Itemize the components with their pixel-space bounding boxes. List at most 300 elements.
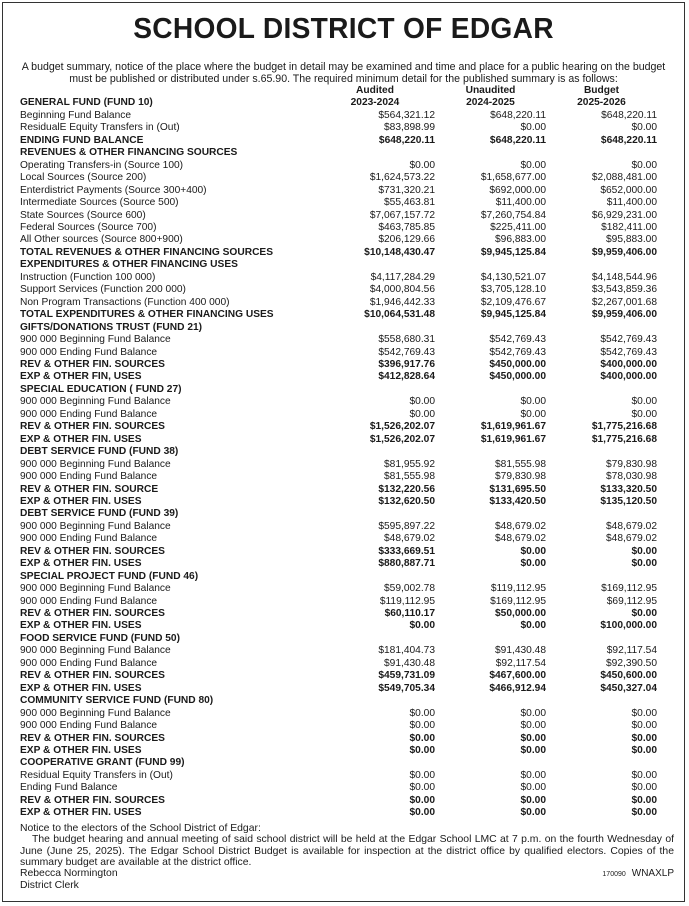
row-label: REV & OTHER FIN. SOURCES [20,794,165,806]
table-row [20,247,657,259]
table-row [20,147,657,159]
row-value: $119,112.95 [490,583,546,595]
row-value: $0.00 [520,807,546,819]
column-header-unaudited: Unaudited [465,85,516,96]
table-row [20,695,657,707]
row-label: FOOD SERVICE FUND (FUND 50) [20,632,180,644]
table-row [20,596,657,608]
row-value: $0.00 [520,159,546,171]
row-label: EXP & OTHER FIN. USES [20,620,142,632]
row-value: $0.00 [631,608,657,620]
budget-table [20,85,657,820]
row-value: $0.00 [631,745,657,757]
notice-heading: Notice to the electors of the School District of Edgar: [20,822,261,834]
row-value [315,508,435,520]
row-value: $459,731.09 [378,670,435,682]
table-row [20,658,657,670]
row-value: $467,600.00 [489,670,546,682]
row-value: $4,000,804.56 [369,284,435,296]
row-value [315,695,435,707]
row-value: $542,769.43 [489,334,546,346]
table-row [20,795,657,807]
row-value: $1,624,573.22 [369,172,435,184]
row-value: $0.00 [409,769,435,781]
table-row [20,521,657,533]
row-label: Beginning Fund Balance [20,109,132,121]
row-value [546,508,657,520]
row-value: $542,769.43 [600,346,657,358]
row-value: $0.00 [409,794,435,806]
row-value: $1,658,677.00 [480,172,546,184]
table-row [20,683,657,695]
row-value: $0.00 [520,732,546,744]
column-header-2024-2025: 2024-2025 [466,97,515,109]
row-value: $59,002.78 [384,583,435,595]
table-row [20,546,657,558]
row-value: $549,705.34 [378,682,435,694]
row-value: $83,898.99 [384,122,435,134]
row-value: $7,067,157.72 [369,209,435,221]
row-value [435,508,546,520]
notice-body: The budget hearing and annual meeting of said school district will be held at the Edgar School LMC at 7 p.m. on the fourth Wednesday of June (June 25, 2025). The Edgar School District Budget is available for inspection at the district office by qualified electors. Copies of the summary budget are available at the district office. [20,834,674,868]
row-value: $206,129.66 [378,234,435,246]
row-value: $0.00 [520,396,546,408]
table-row [20,533,657,545]
row-value: $0.00 [409,720,435,732]
row-label: REV & OTHER FIN. SOURCES [20,545,165,557]
row-value: $10,064,531.48 [364,309,435,321]
table-row [20,334,657,346]
column-header-budget: Budget [583,85,620,96]
row-label: 900 000 Beginning Fund Balance [20,583,171,595]
row-value [315,384,435,396]
row-value: $78,030.98 [606,471,657,483]
row-value: $1,619,961.67 [480,433,546,445]
row-value: $225,411.00 [490,221,546,233]
row-value: $466,912.94 [489,682,546,694]
ad-number: 170090 [602,871,626,879]
table-row [20,222,657,234]
row-label: Residual Equity Transfers in (Out) [20,769,173,781]
row-value: $0.00 [409,782,435,794]
row-label: REV & OTHER FIN. SOURCES [20,670,165,682]
row-value: $0.00 [520,720,546,732]
row-value: $558,680.31 [378,334,435,346]
table-row [20,782,657,794]
table-row [20,421,657,433]
row-value [546,259,657,271]
row-value: $0.00 [520,745,546,757]
row-value: $400,000.00 [600,358,657,370]
row-value: $0.00 [631,558,657,570]
row-label: 900 000 Ending Fund Balance [20,533,158,545]
row-value: $0.00 [631,122,657,134]
row-label: COOPERATIVE GRANT (FUND 99) [20,757,185,769]
ad-code: WNAXLP [631,868,674,880]
row-value: $81,555.98 [384,471,435,483]
row-value: $69,112.95 [606,595,657,607]
row-value: $0.00 [631,707,657,719]
row-value: $0.00 [520,122,546,134]
row-label: EXPENDITURES & OTHER FINANCING USES [20,259,238,271]
row-value [435,147,546,159]
row-value [546,571,657,583]
row-value [315,322,435,334]
table-row [20,583,657,595]
row-value: $132,220.56 [378,483,435,495]
row-value: $3,543,859.36 [591,284,657,296]
row-value: $731,320.21 [378,184,435,196]
table-row [20,371,657,383]
table-row [20,396,657,408]
row-value: $652,000.00 [600,184,657,196]
row-value: $648,220.11 [490,109,546,121]
row-value: $542,769.43 [600,334,657,346]
row-label: DEBT SERVICE FUND (FUND 39) [20,508,179,520]
row-value: $0.00 [409,396,435,408]
row-value: $95,883.00 [606,234,657,246]
row-value: $0.00 [520,545,546,557]
table-row [20,471,657,483]
row-value: $2,088,481.00 [591,172,657,184]
row-value: $91,430.48 [384,657,435,669]
row-value: $132,620.50 [378,495,435,507]
row-label: REV & OTHER FIN. SOURCES [20,421,165,433]
row-value: $0.00 [631,159,657,171]
row-value: $0.00 [631,720,657,732]
row-value: $648,220.11 [601,109,657,121]
row-value: $3,705,128.10 [480,284,546,296]
row-label: DEBT SERVICE FUND (FUND 38) [20,446,179,458]
row-label: 900 000 Ending Fund Balance [20,471,158,483]
row-value [435,633,546,645]
row-value [546,757,657,769]
row-value [315,757,435,769]
row-value: $564,321.12 [378,109,435,121]
row-value [435,259,546,271]
row-label: Ending Fund Balance [20,782,118,794]
row-value: $169,112.95 [601,583,657,595]
row-label: EXP & OTHER FIN. USES [20,745,142,757]
row-value: $9,945,125.84 [480,309,546,321]
row-value [546,695,657,707]
table-row [20,210,657,222]
row-value [315,446,435,458]
row-label: 900 000 Beginning Fund Balance [20,520,171,532]
row-label: REV & OTHER FIN. SOURCES [20,732,165,744]
table-row [20,160,657,172]
row-label: Intermediate Sources (Source 500) [20,197,179,209]
row-value: $0.00 [520,558,546,570]
table-row [20,733,657,745]
row-value: $692,000.00 [489,184,546,196]
table-row [20,608,657,620]
table-row [20,347,657,359]
row-value: $0.00 [409,620,435,632]
row-value: $0.00 [520,620,546,632]
row-label: Non Program Transactions (Function 400 000) [20,296,230,308]
row-label: Local Sources (Source 200) [20,172,147,184]
ad-reference [602,868,674,880]
row-label: REV & OTHER FIN. SOURCES [20,608,165,620]
row-value: $450,000.00 [489,358,546,370]
row-value: $9,959,406.00 [591,246,657,258]
row-value: $880,887.71 [378,558,435,570]
row-value: $1,619,961.67 [480,421,546,433]
row-value: $48,679.02 [495,533,546,545]
row-label: REVENUES & OTHER FINANCING SOURCES [20,147,238,159]
row-value [546,147,657,159]
row-value: $0.00 [631,782,657,794]
row-label: 900 000 Ending Fund Balance [20,346,158,358]
row-value: $96,883.00 [495,234,546,246]
row-value: $11,400.00 [495,197,546,209]
row-label: 900 000 Ending Fund Balance [20,720,158,732]
row-label: 900 000 Beginning Fund Balance [20,645,171,657]
row-value: $1,946,442.33 [369,296,435,308]
table-row [20,272,657,284]
table-row [20,508,657,520]
row-value: $2,109,476.67 [480,296,546,308]
row-value: $50,000.00 [495,608,546,620]
row-value: $595,897.22 [378,520,435,532]
row-value: $0.00 [631,545,657,557]
intro-paragraph: A budget summary, notice of the place where the budget in detail may be examined and time and place for a public hearing on the budget must be published or distributed under s.65.90. The required minimum detail for the published summary is as follows: [21,61,666,85]
row-value: $0.00 [631,396,657,408]
row-label: Operating Transfers-in (Source 100) [20,159,184,171]
row-value: $4,130,521.07 [480,271,546,283]
table-row [20,757,657,769]
row-value [546,322,657,334]
row-value: $648,220.11 [600,134,657,146]
table-row [20,297,657,309]
row-label: REV & OTHER FIN. SOURCE [20,483,159,495]
row-label: EXP & OTHER FIN. USES [20,682,142,694]
table-row [20,259,657,271]
row-label: SPECIAL PROJECT FUND (FUND 46) [20,570,199,582]
signer-title: District Clerk [20,879,79,891]
row-value: $0.00 [631,732,657,744]
table-row [20,496,657,508]
page-title: SCHOOL DISTRICT OF EDGAR [133,13,554,45]
header-row-status [20,85,657,97]
row-value: $542,769.43 [489,346,546,358]
row-value: $1,526,202.07 [369,421,435,433]
row-value: $7,260,754.84 [480,209,546,221]
column-header-audited: Audited [356,85,394,96]
header-row-years [20,97,657,109]
row-label: COMMUNITY SERVICE FUND (FUND 80) [20,695,214,707]
table-row [20,110,657,122]
table-row [20,135,657,147]
row-label: 900 000 Ending Fund Balance [20,408,158,420]
row-label: 900 000 Beginning Fund Balance [20,396,171,408]
column-header-2023-2024: 2023-2024 [350,97,400,109]
row-value: $133,320.50 [600,483,657,495]
row-value [315,571,435,583]
table-row [20,284,657,296]
table-row [20,446,657,458]
section-heading-general-fund: GENERAL FUND (FUND 10) [20,97,153,109]
row-value: $81,955.92 [384,458,435,470]
table-row [20,745,657,757]
row-value: $0.00 [631,408,657,420]
row-value: $79,830.98 [495,471,546,483]
table-row [20,459,657,471]
row-value: $0.00 [409,807,435,819]
row-value: $92,390.50 [606,657,657,669]
table-row [20,197,657,209]
row-value: $1,775,216.68 [591,433,657,445]
signer-name: Rebecca Normington [20,868,118,880]
row-value: $0.00 [409,732,435,744]
row-value: $55,463.81 [384,197,435,209]
row-value [435,695,546,707]
table-row [20,484,657,496]
row-value [435,322,546,334]
row-label: 900 000 Ending Fund Balance [20,657,158,669]
row-value: $91,430.48 [495,645,546,657]
row-label: 900 000 Beginning Fund Balance [20,707,171,719]
row-value: $48,679.02 [606,520,657,532]
row-value: $648,220.11 [489,134,546,146]
row-label: Instruction (Function 100 000) [20,271,156,283]
row-value: $133,420.50 [489,495,546,507]
row-label: EXP & OTHER FIN. USES [20,433,142,445]
row-label: SPECIAL EDUCATION ( FUND 27) [20,383,182,395]
row-value [546,384,657,396]
table-row [20,571,657,583]
table-row [20,359,657,371]
row-value: $9,959,406.00 [591,309,657,321]
row-label: ENDING FUND BALANCE [20,134,144,146]
row-value [435,757,546,769]
row-value: $0.00 [520,782,546,794]
table-row [20,670,657,682]
row-value: $0.00 [631,807,657,819]
row-value: $131,695.50 [489,483,546,495]
row-value [546,446,657,458]
row-value: $48,679.02 [384,533,435,545]
row-value: $0.00 [631,769,657,781]
row-value [435,384,546,396]
row-value: $450,600.00 [600,670,657,682]
row-value: $48,679.02 [495,520,546,532]
row-value: $4,148,544.96 [591,271,657,283]
row-value: $169,112.95 [490,595,546,607]
row-label: GIFTS/DONATIONS TRUST (FUND 21) [20,321,203,333]
row-value: $450,000.00 [489,371,546,383]
row-value: $182,411.00 [601,221,657,233]
row-label: All Other sources (Source 800+900) [20,234,183,246]
table-row [20,633,657,645]
table-row [20,409,657,421]
row-label: EXP & OTHER FIN, USES [20,371,142,383]
row-value: $2,267,001.68 [591,296,657,308]
row-label: 900 000 Ending Fund Balance [20,595,158,607]
table-row [20,172,657,184]
row-value: $412,828.64 [378,371,435,383]
row-value [315,259,435,271]
row-label: Federal Sources (Source 700) [20,221,157,233]
table-row [20,309,657,321]
column-header-2025-2026: 2025-2026 [577,97,626,109]
row-value: $542,769.43 [378,346,435,358]
row-value: $1,526,202.07 [369,433,435,445]
table-row [20,770,657,782]
row-value: $400,000.00 [600,371,657,383]
table-row [20,234,657,246]
row-label: REV & OTHER FIN. SOURCES [20,358,165,370]
table-row [20,620,657,632]
budget-notice [2,2,685,902]
row-label: TOTAL EXPENDITURES & OTHER FINANCING USES [20,309,274,321]
table-row [20,122,657,134]
table-row [20,558,657,570]
row-value: $79,830.98 [606,458,657,470]
row-value: $11,400.00 [606,197,657,209]
row-value [546,633,657,645]
row-value: $0.00 [520,794,546,806]
row-value: $10,148,430.47 [364,246,435,258]
row-value: $81,555.98 [495,458,546,470]
row-label: TOTAL REVENUES & OTHER FINANCING SOURCES [20,246,274,258]
row-value: $648,220.11 [378,134,435,146]
row-value: $0.00 [409,408,435,420]
row-value [315,147,435,159]
table-row [20,185,657,197]
table-row [20,434,657,446]
row-label: Support Services (Function 200 000) [20,284,186,296]
table-row [20,708,657,720]
row-value: $60,110.17 [384,608,435,620]
row-value: $119,112.95 [379,595,435,607]
row-value: $48,679.02 [606,533,657,545]
row-value: $0.00 [409,745,435,757]
row-value: $450,327.04 [600,682,657,694]
row-value: $0.00 [520,769,546,781]
row-value [435,446,546,458]
row-value: $0.00 [520,707,546,719]
row-value: $0.00 [409,707,435,719]
row-value: $0.00 [631,794,657,806]
table-row [20,645,657,657]
row-value: $0.00 [520,408,546,420]
row-value: $1,775,216.68 [591,421,657,433]
row-label: Enterdistrict Payments (Source 300+400) [20,184,207,196]
table-row [20,322,657,334]
row-value [435,571,546,583]
row-value: $135,120.50 [600,495,657,507]
row-label: ResidualE Equity Transfers in (Out) [20,122,180,134]
table-row [20,720,657,732]
row-value [315,633,435,645]
row-value: $6,929,231.00 [591,209,657,221]
row-value: $396,917.76 [378,358,435,370]
row-label: EXP & OTHER FIN. USES [20,495,142,507]
table-row [20,384,657,396]
row-value: $9,945,125.84 [480,246,546,258]
hearing-notice [20,823,674,891]
row-value: $463,785.85 [378,221,435,233]
row-value: $0.00 [409,159,435,171]
row-value: $333,669.51 [378,545,435,557]
row-label: 900 000 Beginning Fund Balance [20,334,171,346]
row-value: $181,404.73 [378,645,435,657]
row-label: EXP & OTHER FIN. USES [20,807,142,819]
row-label: 900 000 Beginning Fund Balance [20,458,171,470]
row-value: $92,117.54 [495,657,546,669]
